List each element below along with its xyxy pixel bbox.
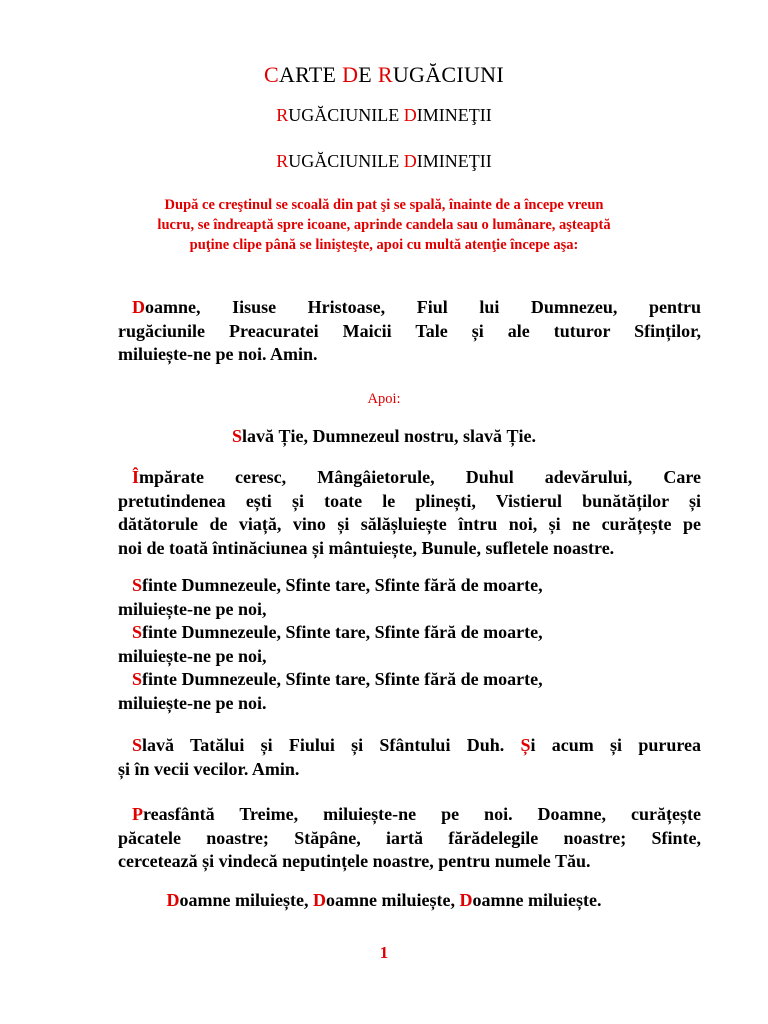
kyrie-text-1: oamne miluiește, [179,890,313,910]
p3-line-6: miluiește-ne pe noi. [118,692,267,713]
doxology-line [0,425,768,448]
sub1-initial-r: R [276,105,289,125]
prayer-paragraph-2 [118,466,701,560]
p4-line-1a-text: lavă Tatălui și Fiului și Sfântului Duh. [142,735,521,755]
title-text-3: UGĂCIUNI [392,62,504,87]
p3-initial-3: S [132,669,143,689]
book-title [0,62,768,88]
p3-line-5-text: finte Dumnezeule, Sfinte tare, Sfinte fără de moarte, [142,669,543,689]
p2-line-3: dătătorule de viață, vino și sălășluiește întru noi, și ne curățește pe [118,514,701,534]
trisagion-paragraph [118,574,701,715]
intro-line-3: puţine clipe până se linişteşte, apoi cu multă atenţie începe aşa: [189,237,579,253]
section-heading-1 [0,104,768,126]
p2-line-2: pretutindenea ești și toate le plinești, Vistierul bunătăților și [118,490,701,511]
p3-initial-2: S [132,622,143,642]
kyrie-text-3: oamne miluiește. [472,890,602,910]
kyrie-line [0,889,768,912]
sub1-initial-d: D [403,105,417,125]
prayer-paragraph-trinity [118,803,701,874]
p1-line-2: rugăciunile Preacuratei Maicii Tale și ale tuturor Sfinților, [118,320,701,341]
p2-line-1-text: mpărate ceresc, Mângâietorule, Duhul adevărului, Care [139,467,701,487]
p4-line-1b-text: i acum și pururea [530,735,701,755]
p1-initial: D [132,297,145,317]
sub2-text-2: IMINEŢII [416,151,492,171]
p5-line-1-text: reasfântă Treime, miluiește-ne pe noi. Doamne, curățește [143,804,701,824]
p4-line-2: și în vecii vecilor. Amin. [118,758,300,779]
section-heading-2 [0,150,768,172]
sub2-text-1: UGĂCIUNILE [288,151,404,171]
rubric-apoi: Apoi: [367,391,401,407]
p2-line-1 [118,466,701,490]
p5-line-1 [118,803,701,827]
title-initial-r: R [377,62,393,87]
p4-initial: S [132,735,143,755]
page-number: 1 [379,943,389,962]
p4-initial-2: Ș [520,735,531,755]
p3-line-3-text: finte Dumnezeule, Sfinte tare, Sfinte fără de moarte, [142,622,543,642]
kyrie-text-2: oamne miluiește, [326,890,460,910]
p3-initial-1: S [132,575,143,595]
p5-line-3: cercetează și vindecă neputințele noastre, pentru numele Tău. [118,851,591,871]
p1-line-1-text: oamne, Iisuse Hristoase, Fiul lui Dumnezeu, pentru [145,297,701,317]
p1-line-3: miluiește-ne pe noi. Amin. [118,344,318,364]
p3-line-4: miluiește-ne pe noi, [118,645,267,666]
title-initial-d: D [342,62,359,87]
slava1-initial: S [231,426,242,446]
p3-line-2: miluiește-ne pe noi, [118,598,267,619]
p5-initial: P [132,804,143,824]
p4-line-1 [118,734,701,758]
p3-line-1 [118,574,701,598]
p2-initial: Î [132,467,140,487]
intro-line-1: După ce creştinul se scoală din pat şi se spală, înainte de a începe vreun [164,197,604,213]
kyrie-initial-2: D [313,890,326,910]
kyrie-initial-1: D [166,890,180,910]
sub2-initial-r: R [276,151,289,171]
p5-line-2: păcatele noastre; Stăpâne, iartă fărădelegile noastre; Sfinte, [118,827,701,848]
p1-line-1 [118,296,701,320]
p3-line-3 [118,621,701,645]
kyrie-initial-3: D [459,890,473,910]
intro-line-2: lucru, se îndreaptă spre icoane, aprinde candela sau o lumânare, aşteaptă [157,217,611,233]
intro-rubric [90,195,678,255]
sub1-text-1: UGĂCIUNILE [288,105,404,125]
title-text-2: E [358,62,378,87]
sub1-text-2: IMINEŢII [416,105,492,125]
prayer-paragraph-1 [118,296,701,367]
p3-line-1-text: finte Dumnezeule, Sfinte tare, Sfinte fără de moarte, [142,575,543,595]
title-initial-c: C [263,62,279,87]
p2-line-4: noi de toată întinăciunea și mântuiește, Bunule, sufletele noastre. [118,537,615,558]
glory-paragraph [118,734,701,781]
slava1-text: lavă Ție, Dumnezeul nostru, slavă Ție. [242,426,537,446]
sub2-initial-d: D [403,151,417,171]
title-text-1: ARTE [278,62,343,87]
p3-line-5 [118,668,701,692]
